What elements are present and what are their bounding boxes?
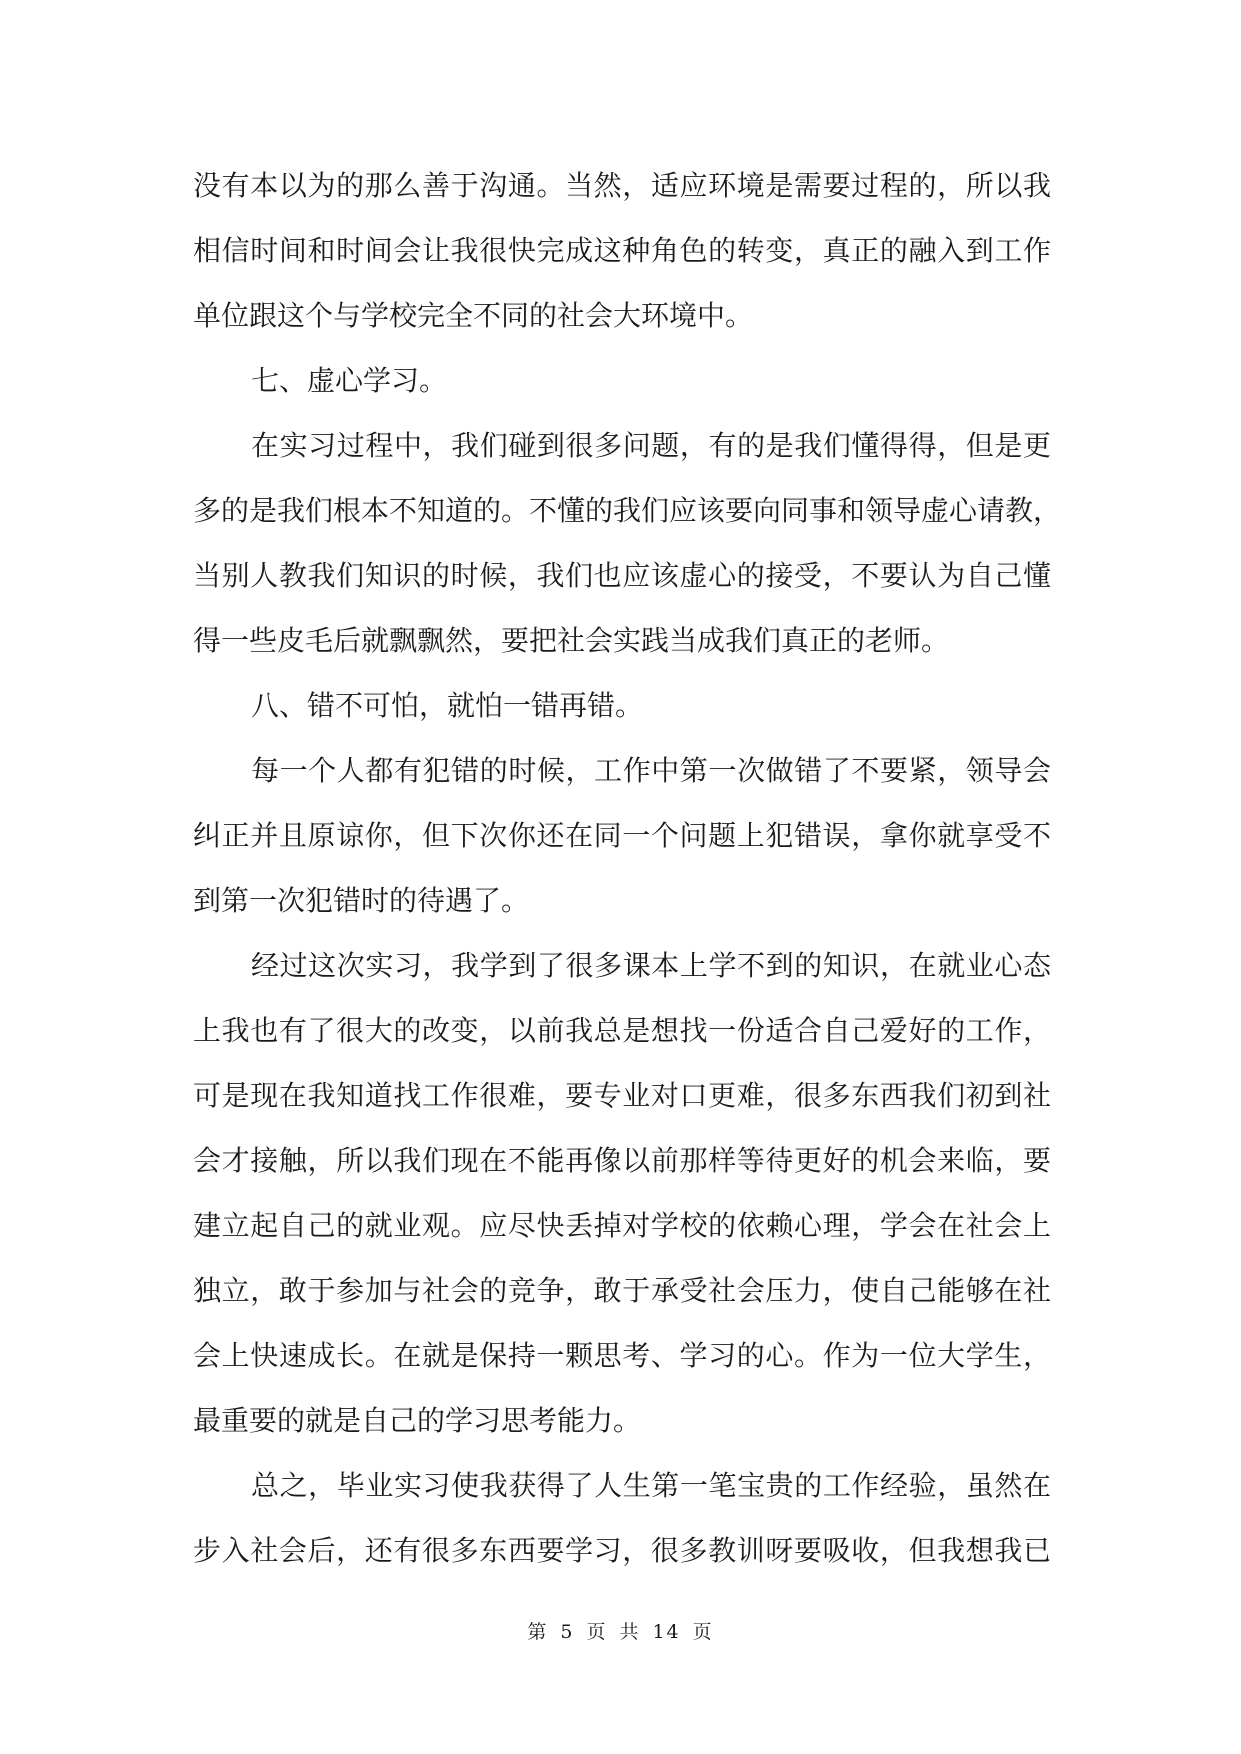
section-heading-7 [193, 353, 1051, 418]
heading-line: 七、虚心学习。 [251, 364, 448, 397]
paragraph-conclusion [193, 1458, 1051, 1588]
text-line: 到第一次犯错时的待遇了。 [193, 884, 530, 917]
text-line: 最重要的就是自己的学习思考能力。 [193, 1404, 642, 1437]
text-line: 每一个人都有犯错的时候，工作中第一次做错了不要紧，领导会 [251, 754, 1051, 787]
text-line: 独立，敢于参加与社会的竞争，敢于承受社会压力，使自己能够在社 [193, 1274, 1051, 1307]
footer-label-page-unit: 页 [586, 1621, 608, 1643]
paragraph-continuation [193, 158, 1051, 353]
text-line: 得一些皮毛后就飘飘然，要把社会实践当成我们真正的老师。 [193, 624, 950, 657]
text-line: 当别人教我们知识的时候，我们也应该虚心的接受，不要认为自己懂 [193, 559, 1051, 592]
paragraph-humble-learning [193, 418, 1062, 678]
footer-label-total-unit: 页 [692, 1621, 714, 1643]
text-line: 可是现在我知道找工作很难，要专业对口更难，很多东西我们初到社 [193, 1079, 1051, 1112]
paragraph-mistakes [193, 743, 1051, 938]
text-line: 没有本以为的那么善于沟通。当然，适应环境是需要过程的，所以我 [193, 169, 1051, 202]
section-heading-8 [193, 678, 1051, 743]
text-line: 步入社会后，还有很多东西要学习，很多教训呀要吸收，但我想我已 [193, 1534, 1051, 1567]
text-line: 纠正并且原谅你，但下次你还在同一个问题上犯错误，拿你就享受不 [193, 819, 1051, 852]
page-footer [0, 1617, 1241, 1644]
text-line: 建立起自己的就业观。应尽快丢掉对学校的依赖心理，学会在社会上 [193, 1209, 1051, 1242]
text-line: 总之，毕业实习使我获得了人生第一笔宝贵的工作经验，虽然在 [251, 1469, 1051, 1502]
text-line: 在实习过程中，我们碰到很多问题，有的是我们懂得得，但是更 [251, 429, 1051, 462]
paragraph-reflection [193, 938, 1051, 1458]
footer-label-total: 共 [619, 1621, 641, 1643]
text-line: 相信时间和时间会让我很快完成这种角色的转变，真正的融入到工作 [193, 234, 1051, 267]
footer-label-page: 第 [527, 1621, 549, 1643]
text-line: 单位跟这个与学校完全不同的社会大环境中。 [193, 299, 754, 332]
text-line: 会才接触，所以我们现在不能再像以前那样等待更好的机会来临，要 [193, 1144, 1051, 1177]
total-pages-number: 14 [652, 1621, 681, 1643]
heading-line: 八、错不可怕，就怕一错再错。 [251, 689, 644, 722]
document-body [193, 158, 1062, 1588]
text-line: 经过这次实习，我学到了很多课本上学不到的知识，在就业心态 [251, 949, 1051, 982]
text-line: 多的是我们根本不知道的。不懂的我们应该要向同事和领导虚心请教， [193, 494, 1062, 527]
text-line: 会上快速成长。在就是保持一颗思考、学习的心。作为一位大学生， [193, 1339, 1051, 1372]
current-page-number: 5 [560, 1621, 575, 1643]
text-line: 上我也有了很大的改变，以前我总是想找一份适合自己爱好的工作， [193, 1014, 1051, 1047]
